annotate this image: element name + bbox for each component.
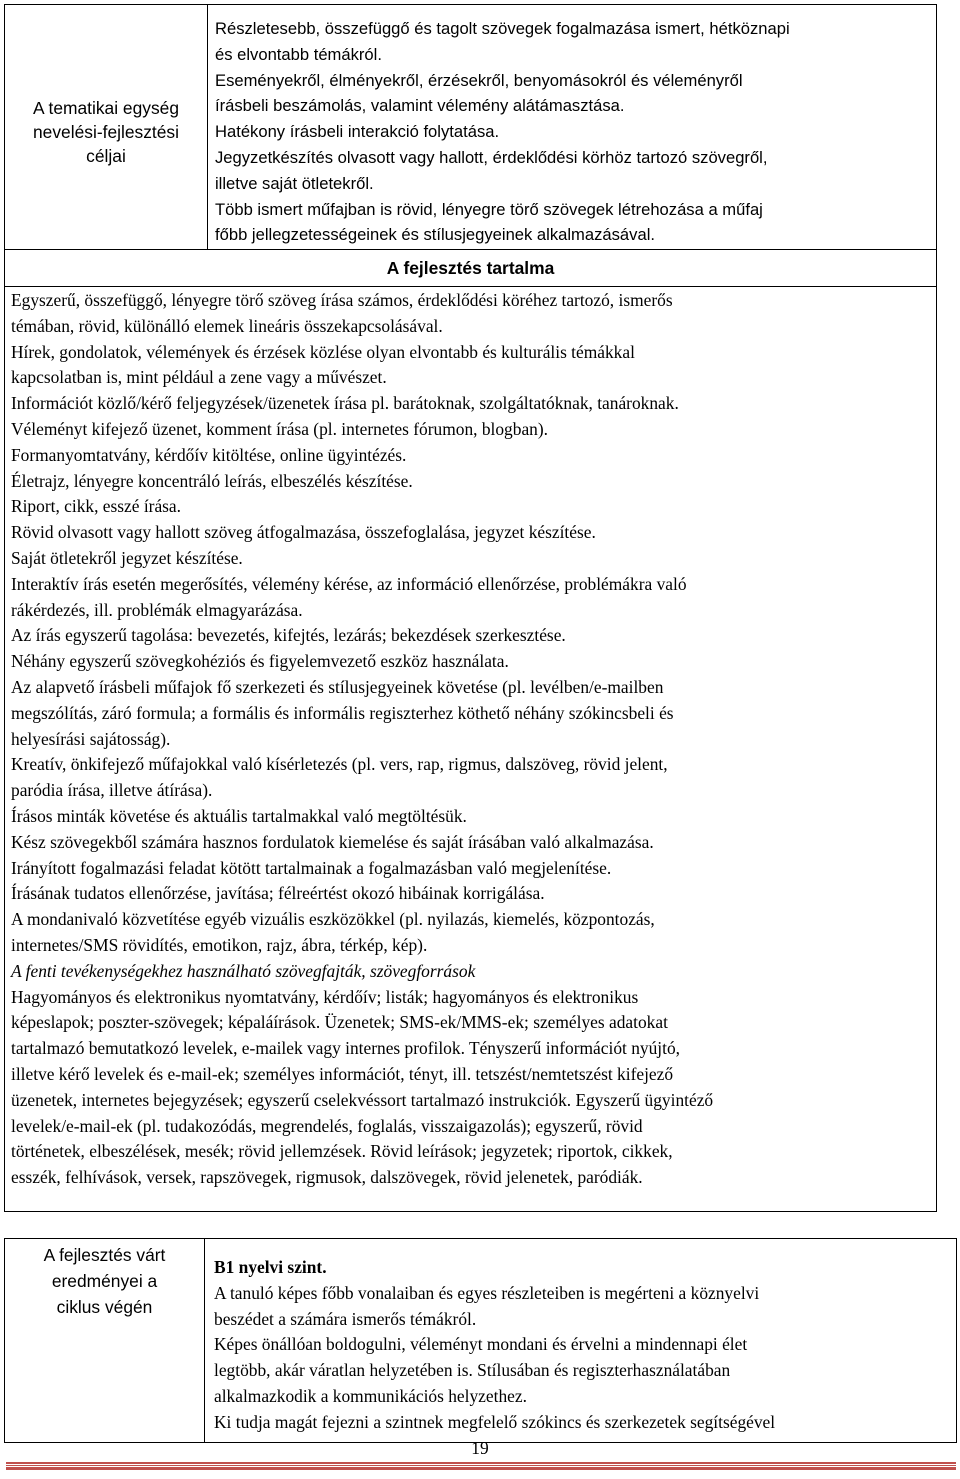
footer-rule [6, 1462, 956, 1470]
content-line: Hírek, gondolatok, vélemények és érzések közlése olyan elvontabb és kulturális témákkal [11, 341, 635, 362]
source-line: esszék, felhívások, versek, rapszövegek, rigmusok, dalszövegek, rövid jelenetek, paródiák. [11, 1167, 643, 1188]
content-line: témában, rövid, különálló elemek lineáris összekapcsolásával. [11, 315, 443, 336]
results-line: Ki tudja magát fejezni a szintnek megfelelő szókincs és szerkezetek segítségével [214, 1411, 776, 1432]
content-line: Kész szövegekből számára hasznos fordulatok kiemelése és saját írásában való alkalmazása. [11, 831, 654, 852]
goals-line: illetve saját ötletekről. [215, 173, 374, 193]
page-number: 19 [471, 1438, 489, 1458]
content-line: Riport, cikk, esszé írása. [11, 496, 181, 517]
source-line: üzenetek, internetes bejegyzések; egyszerű cselekvéssort tartalmazó instrukciók. Egyszerű ügyintéző [11, 1089, 714, 1110]
content-line: Kreatív, önkifejező műfajokkal való kísérletezés (pl. vers, rap, rigmus, dalszöveg, rövid jelent, [11, 754, 668, 775]
level-heading: B1 nyelvi szint. [214, 1257, 327, 1277]
content-line: Az írás egyszerű tagolása: bevezetés, kifejtés, lezárás; bekezdések szerkesztése. [11, 625, 566, 646]
content-line: Írásos minták követése és aktuális tartalmakkal való megtöltésük. [11, 805, 467, 826]
content-line: Interaktív írás esetén megerősítés, vélemény kérése, az információ ellenőrzése, problémákra való [11, 573, 687, 594]
goals-label-line: nevelési-fejlesztési [33, 122, 179, 142]
results-table [4, 1238, 957, 1443]
results-label-cell [5, 1239, 205, 1443]
content-line: A mondanivaló közvetítése egyéb vizuális eszközökkel (pl. nyilazás, kiemelés, központozás, [11, 909, 655, 930]
source-line: tartalmazó bemutatkozó levelek, e-mailek vagy internes profilok. Tényszerű információt nyújtó, [11, 1038, 680, 1059]
content-line: Írásának tudatos ellenőrzése, javítása; félreértést okozó hibáinak korrigálása. [11, 883, 545, 904]
results-line: beszédet a számára ismerős témákról. [214, 1308, 477, 1329]
content-body [11, 287, 932, 1191]
source-line: történetek, elbeszélések, mesék; rövid jellemzések. Rövid leírások; jegyzetek; riportok, cikkek, [11, 1141, 673, 1162]
content-line: Néhány egyszerű szövegkohéziós és figyelemvezető eszköz használata. [11, 651, 509, 672]
goals-line: Jegyzetkészítés olvasott vagy hallott, érdeklődési körhöz tartozó szövegről, [215, 147, 768, 167]
content-cell [5, 250, 937, 1212]
content-line: helyesírási sajátosság). [11, 728, 171, 749]
content-line: Az alapvető írásbeli műfajok fő szerkezeti és stílusjegyeinek követése (pl. levélben/e-mailben [11, 676, 664, 697]
content-line: Egyszerű, összefüggő, lényegre törő szöveg írása számos, érdeklődési köréhez tartozó, ismerős [11, 290, 673, 310]
results-label-line: eredményei a [51, 1271, 158, 1291]
results-line: legtöbb, akár váratlan helyzetében is. Stílusában és regiszterhasználatában [214, 1360, 731, 1381]
source-line: Hagyományos és elektronikus nyomtatvány, kérdőív; listák; hagyományos és elektronikus [11, 986, 639, 1007]
results-line: Képes önállóan boldogulni, véleményt mondani és érvelni a mindennapi élet [214, 1334, 748, 1355]
goals-line: főbb jellegzetességeinek és stílusjegyeinek alkalmazásával. [215, 225, 655, 245]
text-types-subheading: A fenti tevékenységekhez használható szövegfajták, szövegforrások [11, 960, 476, 981]
results-label-line: ciklus végén [56, 1297, 153, 1317]
content-line: Információt közlő/kérő feljegyzések/üzenetek írása pl. barátoknak, szolgáltatóknak, tanároknak. [11, 393, 679, 414]
results-text-cell [205, 1239, 957, 1443]
content-line: rákérdezés, ill. problémák elmagyarázása. [11, 599, 303, 620]
content-line: internetes/SMS rövidítés, emotikon, rajz, ábra, térkép, kép). [11, 934, 428, 955]
content-line: megszólítás, záró formula; a formális és informális regiszterhez köthető néhány szókincsbeli és [11, 702, 674, 723]
content-line: kapcsolatban is, mint például a zene vagy a művészet. [11, 367, 387, 388]
goals-line: írásbeli beszámolás, valamint vélemény alátámasztása. [215, 96, 625, 116]
goals-text-cell [208, 5, 937, 250]
content-line: Véleményt kifejező üzenet, komment írása (pl. internetes fórumon, blogban). [11, 418, 548, 439]
goals-line: Részletesebb, összefüggő és tagolt szövegek fogalmazása ismert, hétköznapi [215, 19, 790, 38]
goals-line: Hatékony írásbeli interakció folytatása. [215, 122, 500, 142]
content-line: Életrajz, lényegre koncentráló leírás, elbeszélés készítése. [11, 470, 413, 491]
goals-label-line: céljai [86, 146, 126, 166]
source-line: levelek/e-mail-ek (pl. tudakozódás, megrendelés, foglalás, visszaigazolás); egyszerű, rövid [11, 1115, 643, 1136]
results-line: A tanuló képes főbb vonalaiban és egyes részleteiben is megérteni a köznyelvi [214, 1282, 760, 1303]
results-label-line: A fejlesztés várt [43, 1245, 166, 1265]
results-line: alkalmazkodik a kommunikációs helyzethez. [214, 1385, 527, 1406]
goals-label-line: A tematikai egység [33, 98, 179, 118]
development-table [4, 4, 937, 1212]
source-line: képeslapok; poszter-szövegek; képaláírások. Üzenetek; SMS-ek/MMS-ek; személyes adatokat [11, 1012, 668, 1033]
goals-label-cell [5, 5, 208, 250]
goals-line: Több ismert műfajban is rövid, lényegre törő szövegek létrehozása a műfaj [215, 199, 763, 219]
content-line: Irányított fogalmazási feladat kötött tartalmainak a fogalmazásban való megjelenítése. [11, 857, 612, 878]
content-line: Saját ötletekről jegyzet készítése. [11, 547, 243, 568]
goals-line: Eseményekről, élményekről, érzésekről, benyomásokról és véleményről [215, 70, 743, 90]
content-line: Formanyomtatvány, kérdőív kitöltése, online ügyintézés. [11, 444, 407, 465]
content-heading: A fejlesztés tartalma [5, 250, 936, 287]
source-line: illetve kérő levelek és e-mail-ek; személyes információt, tényt, ill. tetszést/nemtetszést kifejező [11, 1063, 674, 1084]
content-line: paródia írása, illetve átírása). [11, 780, 213, 801]
goals-line: és elvontabb témákról. [215, 44, 382, 64]
content-line: Rövid olvasott vagy hallott szöveg átfogalmazása, összefoglalása, jegyzet készítése. [11, 522, 596, 543]
